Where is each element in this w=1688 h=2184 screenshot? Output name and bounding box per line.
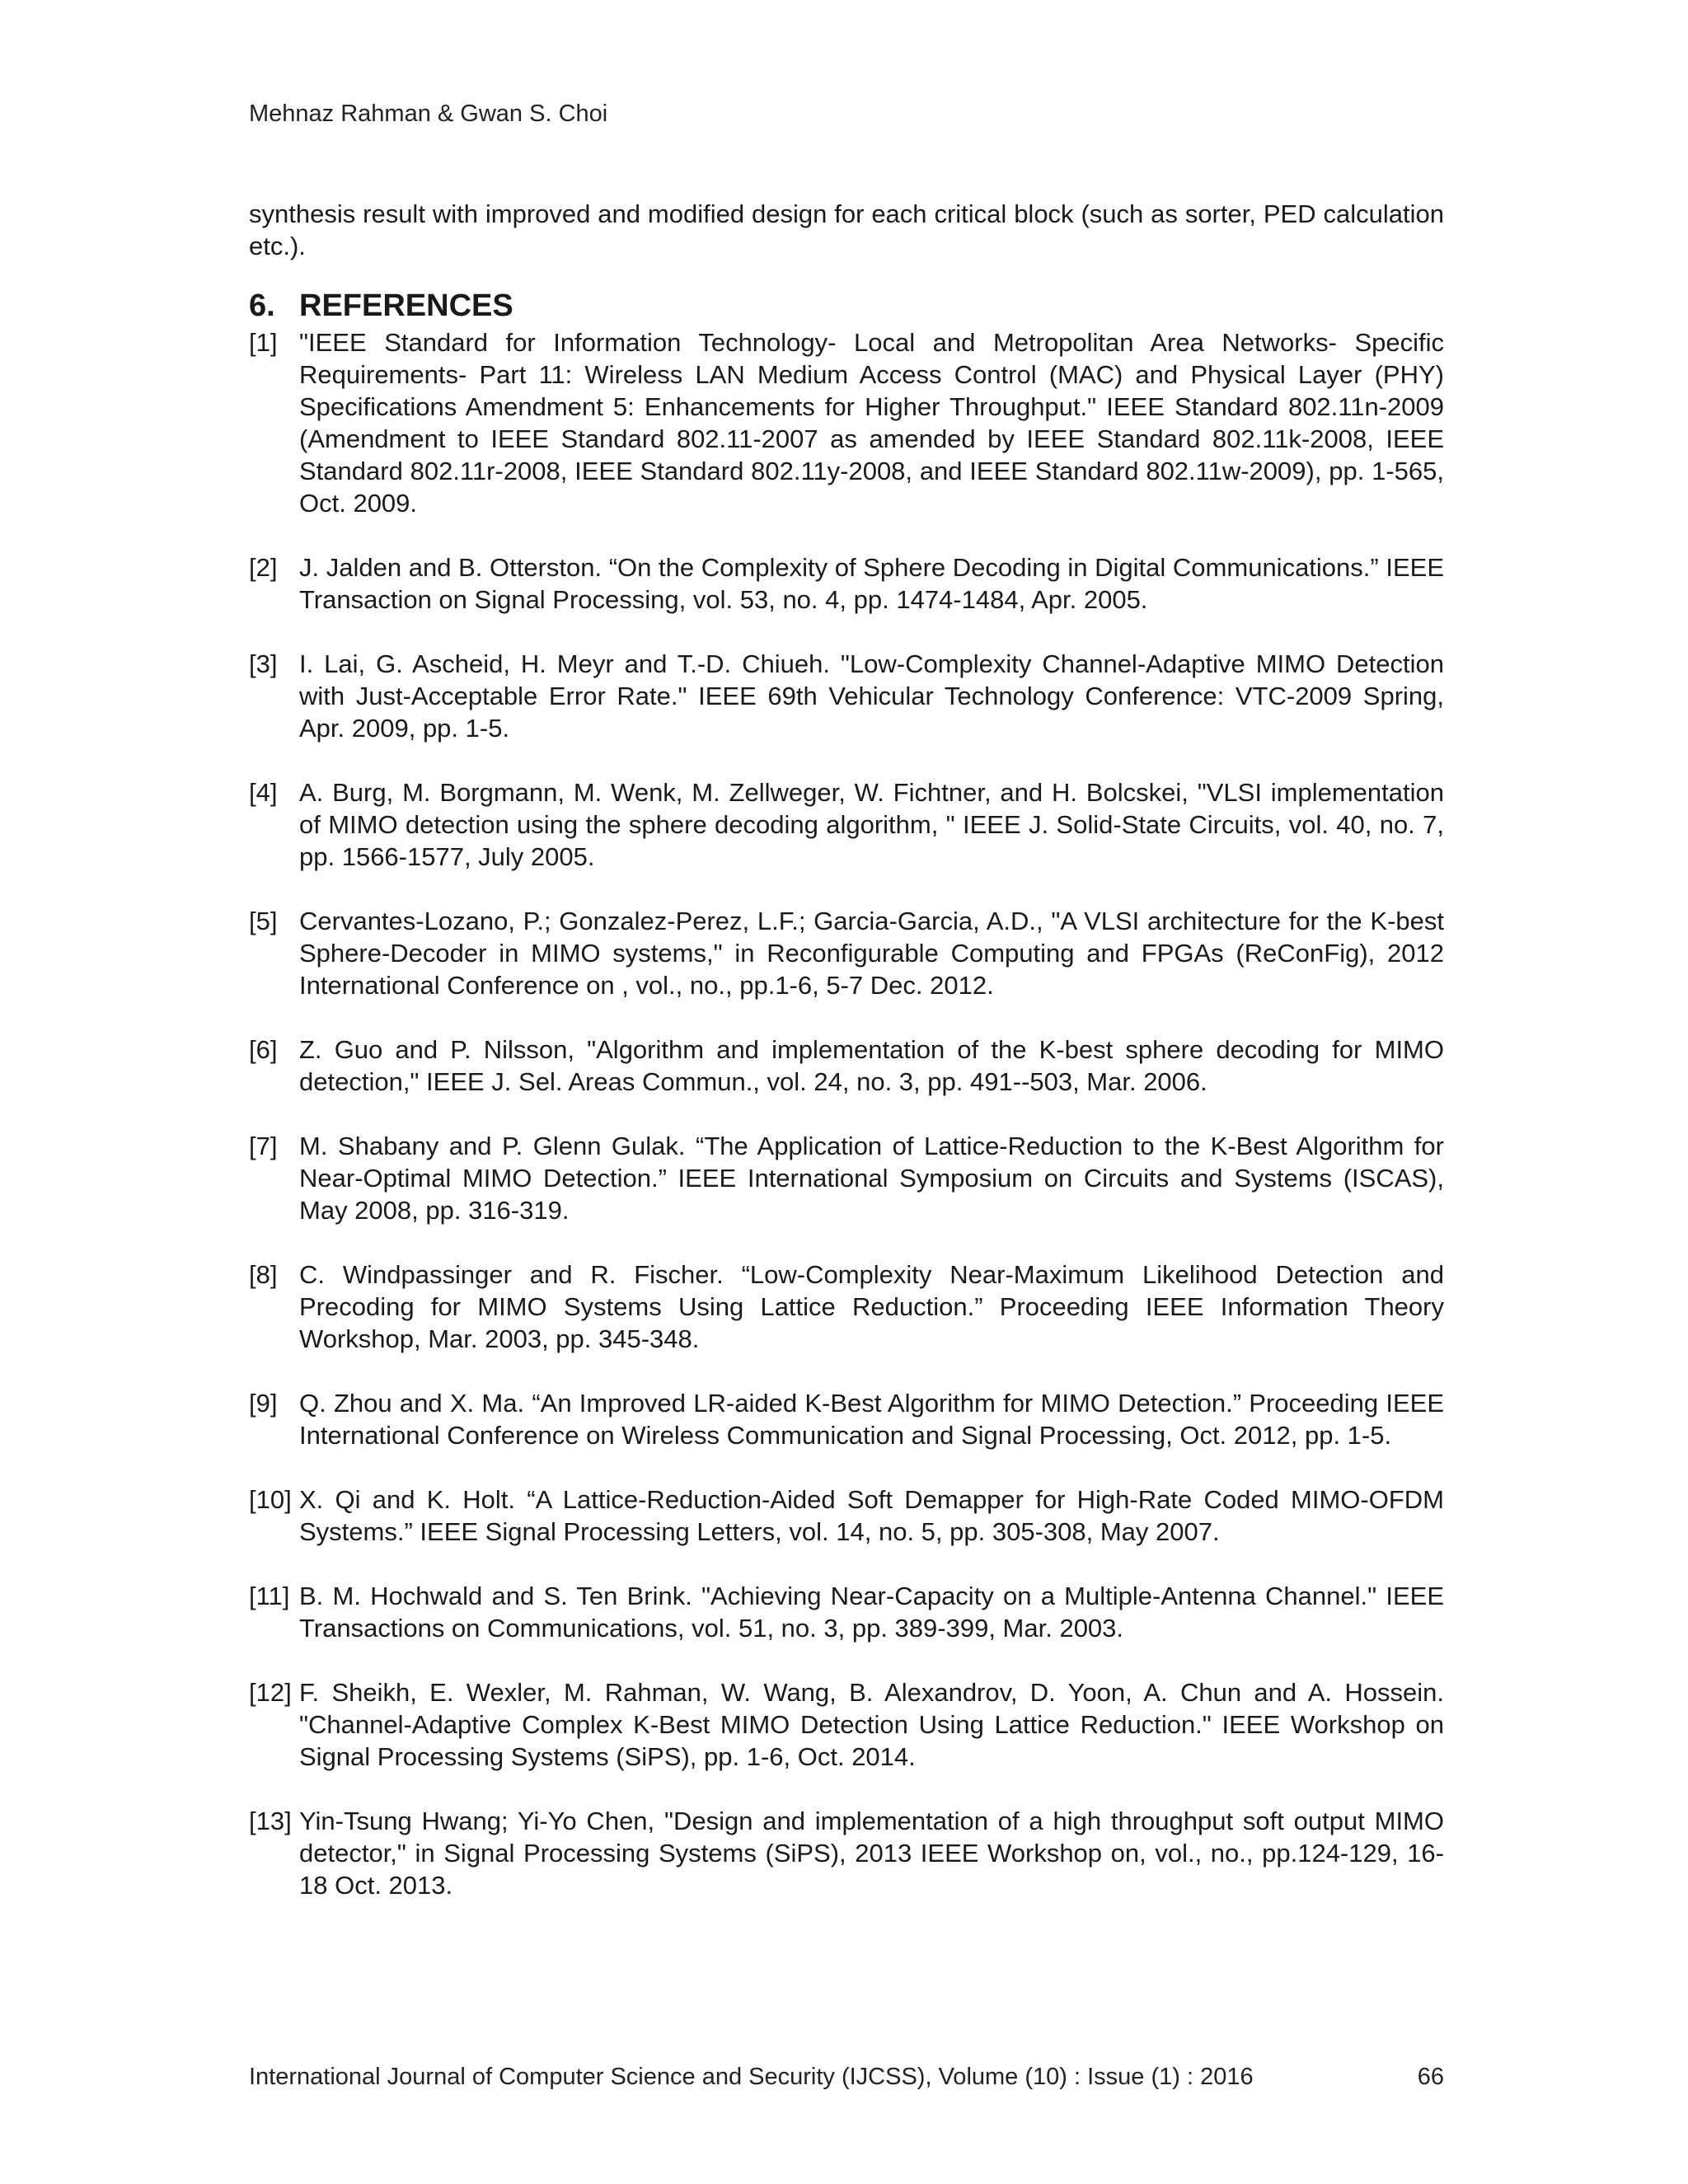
reference-item bbox=[249, 1130, 1444, 1226]
section-title: REFERENCES bbox=[299, 288, 513, 323]
reference-text: A. Burg, M. Borgmann, M. Wenk, M. Zellweger, W. Fichtner, and H. Bolcskei, "VLSI implementation of MIMO detection using the sphere decoding algorithm, " IEEE J. Solid-State Circuits, vol. 40, no. 7, pp. 1566-1577, July 2005. bbox=[299, 778, 1444, 871]
reference-item bbox=[249, 1676, 1444, 1773]
reference-number: [4] bbox=[249, 778, 278, 807]
body-column bbox=[249, 198, 1444, 1933]
reference-number: [9] bbox=[249, 1389, 278, 1418]
reference-text: F. Sheikh, E. Wexler, M. Rahman, W. Wang, B. Alexandrov, D. Yoon, A. Chun and A. Hossein. "Channel-Adaptive Complex K-Best MIMO Detection Using Lattice Reduction." IEEE Workshop on Signal Processing Systems (SiPS), pp. 1-6, Oct. 2014. bbox=[299, 1678, 1444, 1771]
reference-item bbox=[249, 1483, 1444, 1548]
reference-number: [7] bbox=[249, 1132, 278, 1160]
reference-item bbox=[249, 648, 1444, 744]
footer-page-number: 66 bbox=[1417, 2064, 1444, 2090]
reference-text: M. Shabany and P. Glenn Gulak. “The Application of Lattice-Reduction to the K-Best Algorithm for Near-Optimal MIMO Detection.” IEEE International Symposium on Circuits and Systems (ISCAS), May 2008, pp. 316-319. bbox=[299, 1132, 1444, 1225]
reference-item bbox=[249, 1387, 1444, 1451]
reference-text: I. Lai, G. Ascheid, H. Meyr and T.-D. Chiueh. "Low-Complexity Channel-Adaptive MIMO Detection with Just-Acceptable Error Rate." IEEE 69th Vehicular Technology Conference: VTC-2009 Spring, Apr. 2009, pp. 1-5. bbox=[299, 649, 1444, 743]
reference-number: [6] bbox=[249, 1035, 278, 1064]
reference-number: [12] bbox=[249, 1678, 292, 1707]
reference-item bbox=[249, 1033, 1444, 1098]
section-heading bbox=[249, 287, 1444, 325]
reference-number: [10] bbox=[249, 1485, 292, 1514]
intro-paragraph: synthesis result with improved and modified design for each critical block (such as sorter, PED calculation etc.). bbox=[249, 199, 1444, 260]
reference-text: B. M. Hochwald and S. Ten Brink. "Achieving Near-Capacity on a Multiple-Antenna Channel." IEEE Transactions on Communications, vol. 51, no. 3, pp. 389-399, Mar. 2003. bbox=[299, 1582, 1444, 1643]
reference-number: [13] bbox=[249, 1807, 292, 1835]
reference-text: Yin-Tsung Hwang; Yi-Yo Chen, "Design and implementation of a high throughput soft output MIMO detector," in Signal Processing Systems (SiPS), 2013 IEEE Workshop on, vol., no., pp.124-129, 16-18 Oct. 2013. bbox=[299, 1807, 1444, 1900]
reference-text: Z. Guo and P. Nilsson, "Algorithm and implementation of the K-best sphere decoding for MIMO detection," IEEE J. Sel. Areas Commun., vol. 24, no. 3, pp. 491--503, Mar. 2006. bbox=[299, 1035, 1444, 1096]
reference-item bbox=[249, 905, 1444, 1001]
reference-number: [2] bbox=[249, 553, 278, 582]
reference-text: X. Qi and K. Holt. “A Lattice-Reduction-Aided Soft Demapper for High-Rate Coded MIMO-OFDM Systems.” IEEE Signal Processing Letters, vol. 14, no. 5, pp. 305-308, May 2007. bbox=[299, 1485, 1444, 1546]
reference-text: C. Windpassinger and R. Fischer. “Low-Complexity Near-Maximum Likelihood Detection and Precoding for MIMO Systems Using Lattice Reduction.” Proceeding IEEE Information Theory Workshop, Mar. 2003, pp. 345-348. bbox=[299, 1260, 1444, 1353]
reference-number: [8] bbox=[249, 1260, 278, 1289]
reference-item bbox=[249, 1258, 1444, 1355]
section-number: 6. bbox=[249, 288, 275, 323]
page-footer bbox=[249, 2060, 1444, 2093]
reference-item bbox=[249, 326, 1444, 519]
reference-text: "IEEE Standard for Information Technology- Local and Metropolitan Area Networks- Specific Requirements- Part 11: Wireless LAN Medium Access Control (MAC) and Physical Layer (PHY) Specifications Amendment 5: Enhancements for Higher Throughput." IEEE Standard 802.11n-2009 (Amendment to IEEE Standard 802.11-2007 as amended by IEEE Standard 802.11k-2008, IEEE Standard 802.11r-2008, IEEE Standard 802.11y-2008, and IEEE Standard 802.11w-2009), pp. 1-565, Oct. 2009. bbox=[299, 328, 1444, 518]
reference-item bbox=[249, 551, 1444, 616]
reference-number: [11] bbox=[249, 1582, 290, 1610]
reference-text: J. Jalden and B. Otterston. “On the Complexity of Sphere Decoding in Digital Communications.” IEEE Transaction on Signal Processing, vol. 53, no. 4, pp. 1474-1484, Apr. 2005. bbox=[299, 553, 1444, 614]
reference-item bbox=[249, 1580, 1444, 1644]
reference-item bbox=[249, 1805, 1444, 1901]
reference-number: [1] bbox=[249, 328, 278, 357]
footer-journal: International Journal of Computer Science and Security (IJCSS), Volume (10) : Issue (1) : 2016 bbox=[249, 2064, 1254, 2090]
running-header-authors: Mehnaz Rahman & Gwan S. Choi bbox=[249, 101, 608, 127]
reference-item bbox=[249, 776, 1444, 873]
reference-number: [5] bbox=[249, 907, 278, 935]
reference-text: Cervantes-Lozano, P.; Gonzalez-Perez, L.F.; Garcia-Garcia, A.D., "A VLSI architecture for the K-best Sphere-Decoder in MIMO systems," in Reconfigurable Computing and FPGAs (ReConFig), 2012 International Conference on , vol., no., pp.1-6, 5-7 Dec. 2012. bbox=[299, 907, 1444, 1000]
reference-number: [3] bbox=[249, 649, 278, 678]
reference-text: Q. Zhou and X. Ma. “An Improved LR-aided K-Best Algorithm for MIMO Detection.” Proceeding IEEE International Conference on Wireless Communication and Signal Processing, Oct. 2012, pp. 1-5. bbox=[299, 1389, 1444, 1450]
reference-list bbox=[249, 326, 1444, 1901]
